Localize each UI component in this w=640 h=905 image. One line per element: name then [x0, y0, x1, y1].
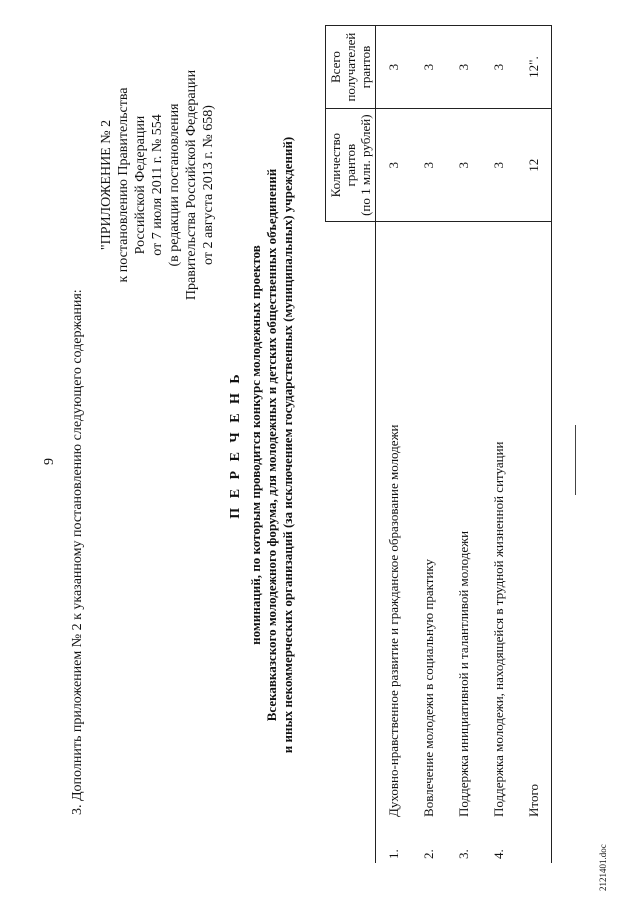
total-recipients-total: 12".	[516, 26, 552, 109]
total-recipients-cell: 3	[376, 26, 412, 109]
total-recipients-cell: 3	[446, 26, 481, 109]
end-divider	[575, 425, 576, 495]
table-row	[376, 26, 412, 864]
subtitle-line: номинаций, по которым проводится конкурс молодежных проектов	[248, 245, 263, 645]
nomination-name: Поддержка молодежи, находящейся в трудной жизненной ситуации	[490, 441, 506, 817]
total-recipients-cell: 3	[481, 26, 516, 109]
total-recipients-cell: 3	[411, 26, 446, 109]
appendix-header-line: от 2 августа 2013 г. № 658)	[201, 105, 216, 265]
intro-paragraph: 3. Дополнить приложением № 2 к указанному постановлению следующего содержания:	[70, 289, 85, 815]
nomination-name: Поддержка инициативной и талантливой молодежи	[455, 530, 471, 817]
column-header-line: грантов	[358, 45, 373, 89]
appendix-header	[98, 25, 217, 345]
table-row	[446, 26, 481, 864]
document-title: П Е Р Е Ч Е Н Ь	[228, 371, 243, 519]
subtitle-line: и иных некоммерческих организаций (за исключением государственных (муниципальных) учреждений)	[280, 136, 295, 754]
appendix-header-line: Правительства Российской Федерации	[184, 69, 199, 301]
column-header-grant-count	[326, 109, 376, 222]
appendix-header-line: Российской Федерации	[133, 115, 148, 255]
table-row	[411, 26, 446, 864]
column-header-line: Количество грантов	[328, 132, 358, 198]
document-subtitle	[248, 45, 296, 845]
row-number: 2.	[420, 849, 436, 859]
nomination-name: Духовно-нравственное развитие и гражданское образование молодежи	[385, 424, 401, 817]
table-header-row	[326, 26, 376, 864]
table-header-blank	[326, 222, 376, 863]
grant-count-cell: 3	[481, 109, 516, 222]
table-row	[481, 26, 516, 864]
column-header-line: (по 1 млн. рублей)	[358, 114, 373, 216]
nominations-table	[325, 25, 552, 863]
footer-file-code: 2121401.doc	[598, 844, 608, 891]
page-number: 9	[42, 458, 57, 465]
subtitle-line: Всекавказского молодежного форума, для молодежных и детских общественных объединений	[264, 168, 279, 722]
row-number: 4.	[490, 849, 506, 859]
column-header-total-recipients	[326, 26, 376, 109]
appendix-header-line: от 7 июля 2011 г. № 554	[150, 114, 165, 256]
nomination-name: Вовлечение молодежи в социальную практику	[420, 558, 436, 817]
row-number: 1.	[385, 849, 401, 859]
table-row-total	[516, 26, 552, 864]
column-header-line: Всего получателей	[328, 32, 358, 102]
total-label: Итого	[516, 222, 552, 821]
appendix-header-line: (в редакции постановления	[167, 103, 182, 267]
grant-count-cell: 3	[411, 109, 446, 222]
appendix-header-line: к постановлению Правительства	[116, 87, 131, 283]
grant-count-cell: 3	[376, 109, 412, 222]
grant-count-cell: 3	[446, 109, 481, 222]
grant-count-total: 12	[516, 109, 552, 222]
appendix-header-line: "ПРИЛОЖЕНИЕ № 2	[99, 119, 114, 251]
row-number	[516, 821, 552, 863]
row-number: 3.	[455, 849, 471, 859]
